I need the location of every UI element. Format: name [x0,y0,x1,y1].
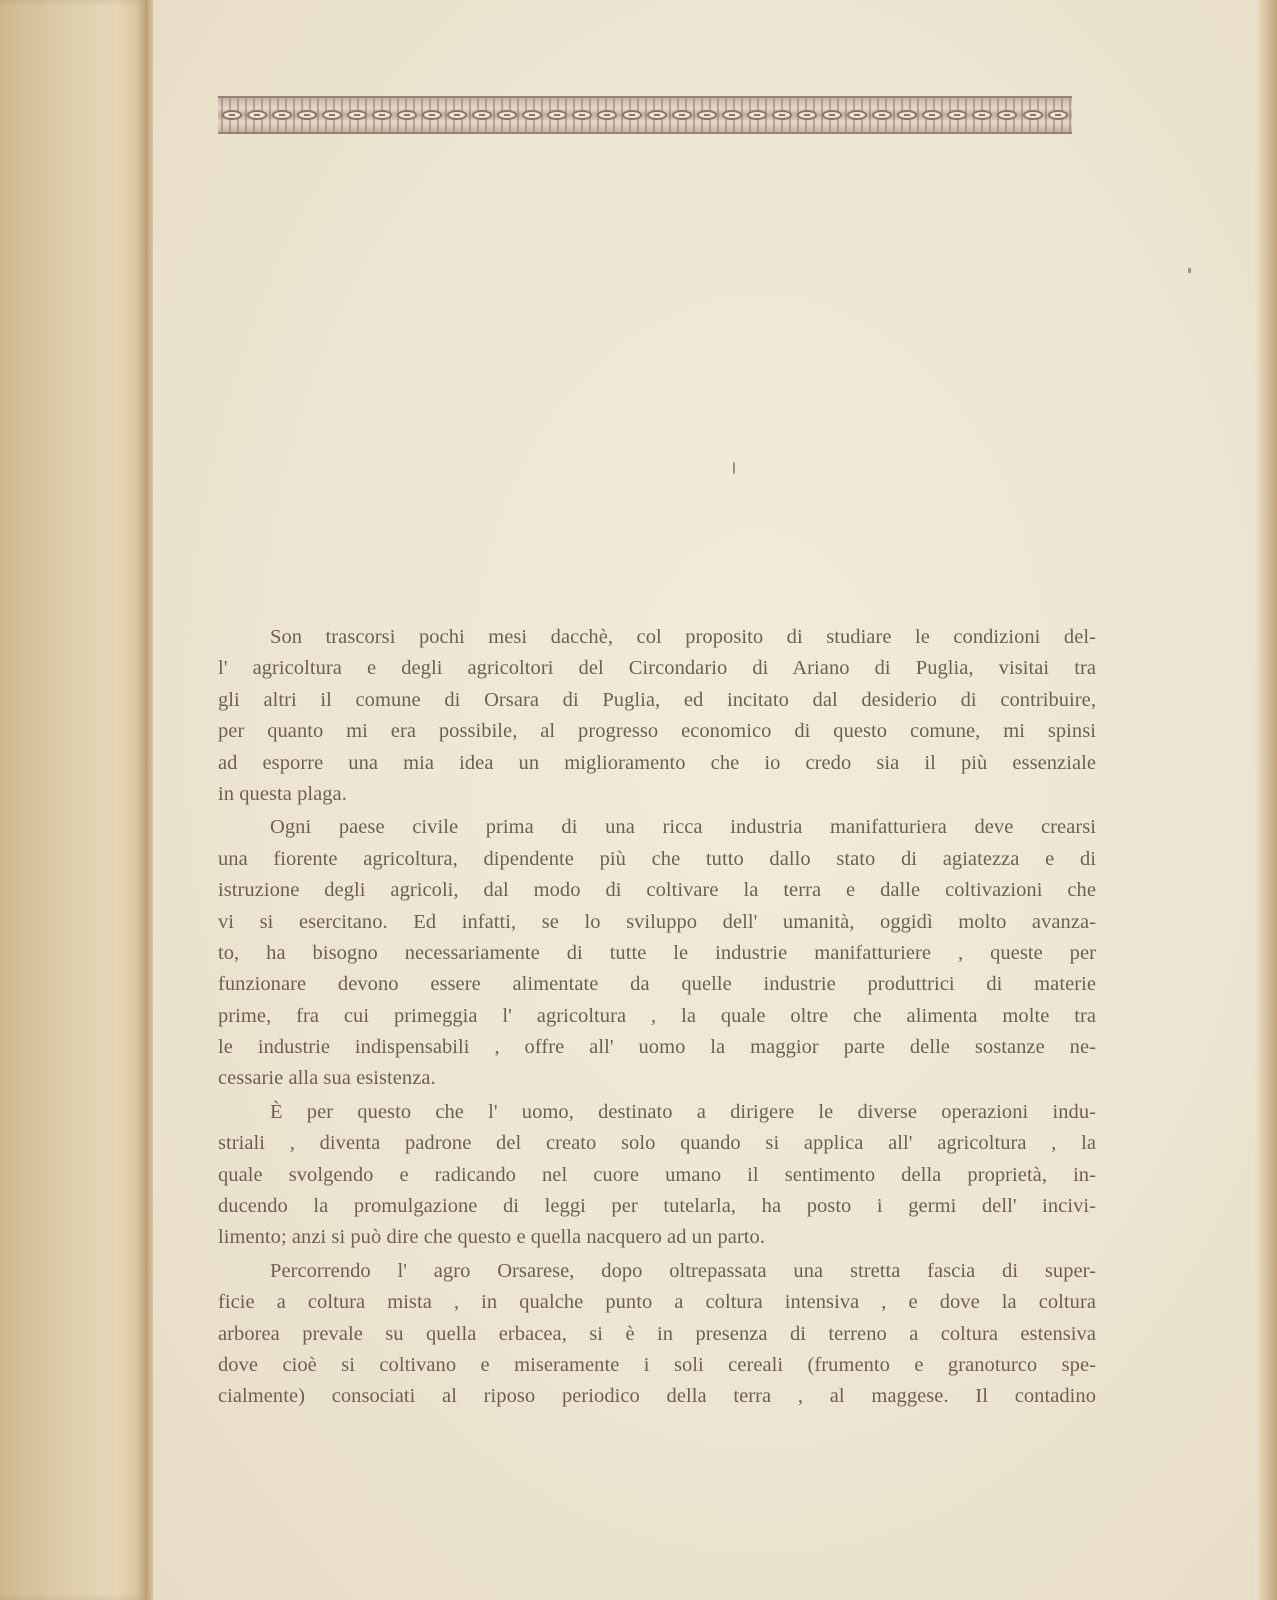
text-line: l' agricoltura e degli agricoltori del Circondario di Ariano di Puglia, visitai tra [218,657,1096,680]
ornament-link [822,110,842,120]
ornament-link [747,110,767,120]
ornament-link [347,110,367,120]
ornament-link [222,110,242,120]
ornament-link [872,110,892,120]
text-line: limento; anzi si può dire che questo e quella nacquero ad un parto. [218,1226,765,1249]
body-text [218,622,1096,1415]
text-line: Percorrendo l' agro Orsarese, dopo oltrepassata una stretta fascia di super- [270,1259,1096,1282]
ornament-link [597,110,617,120]
text-line: istruzione degli agricoli, dal modo di coltivare la terra e dalle coltivazioni che [218,879,1096,902]
ornament-link [247,110,267,120]
ornament-link [922,110,942,120]
text-line: in questa plaga. [218,782,347,805]
ornament-link [422,110,442,120]
ornament-link [697,110,717,120]
text-line: quale svolgendo e radicando nel cuore umano il sentimento della proprietà, in- [218,1163,1096,1186]
ornament-link [897,110,917,120]
text-line: ad esporre una mia idea un miglioramento che io credo sia il più essenziale [218,751,1096,774]
ornament-link [622,110,642,120]
paragraph-4 [218,1256,1096,1413]
paragraph-1 [218,622,1096,810]
ornament-link [947,110,967,120]
page-right-edge [1255,0,1277,1600]
text-line: Ogni paese civile prima di una ricca industria manifatturiera deve crearsi [270,816,1096,839]
book-gutter [145,0,153,1600]
ornament-link [772,110,792,120]
ornament-link [672,110,692,120]
speck-mark [733,462,735,474]
ornament-link [722,110,742,120]
text-line: cessarie alla sua esistenza. [218,1067,436,1090]
facing-page-edge [0,0,145,1600]
ornament-link [522,110,542,120]
paragraph-3 [218,1097,1096,1254]
ornament-link [497,110,517,120]
text-line: gli altri il comune di Orsara di Puglia, ed incitato dal desiderio di contribuire, [218,688,1096,711]
paragraph-2 [218,812,1096,1095]
ornament-link [372,110,392,120]
text-line: to, ha bisogno necessariamente di tutte le industrie manifatturiere , queste per [218,941,1096,964]
decorative-header-band [218,96,1072,134]
ornament-link [297,110,317,120]
text-line: cialmente) consociati al riposo periodico della terra , al maggese. Il contadino [218,1385,1096,1408]
ornament-link [472,110,492,120]
text-line: le industrie indispensabili , offre all' uomo la maggior parte delle sostanze ne- [218,1036,1096,1059]
ornament-link [797,110,817,120]
text-line: Son trascorsi pochi mesi dacchè, col proposito di studiare le condizioni del- [270,626,1096,648]
ornament-link [447,110,467,120]
text-line: vi si esercitano. Ed infatti, se lo sviluppo dell' umanità, oggidì molto avanza- [218,910,1096,933]
text-line: dove cioè si coltivano e miseramente i soli cereali (frumento e granoturco spe- [218,1353,1096,1376]
text-line: È per questo che l' uomo, destinato a dirigere le diverse operazioni indu- [270,1100,1096,1123]
ornament-link [322,110,342,120]
text-line: funzionare devono essere alimentate da quelle industrie produttrici di materie [218,973,1096,996]
ornament-link [1048,110,1068,120]
ornament-link [1023,110,1043,120]
text-line: prime, fra cui primeggia l' agricoltura , la quale oltre che alimenta molte tra [218,1004,1096,1027]
text-line: una fiorente agricoltura, dipendente più che tutto dallo stato di agiatezza e di [218,847,1096,870]
ornament-link [647,110,667,120]
speck-mark [1188,268,1191,273]
text-line: per quanto mi era possibile, al progresso economico di questo comune, mi spinsi [218,720,1096,743]
text-line: arborea prevale su quella erbacea, si è in presenza di terreno a coltura estensiva [218,1322,1096,1345]
ornament-link [272,110,292,120]
text-line: striali , diventa padrone del creato solo quando si applica all' agricoltura , la [218,1132,1096,1155]
ornament-link [397,110,417,120]
ornament-link [972,110,992,120]
ornament-link [547,110,567,120]
ornament-link [847,110,867,120]
text-line: ducendo la promulgazione di leggi per tutelarla, ha posto i germi dell' incivi- [218,1195,1096,1218]
ornament-link [572,110,592,120]
text-line: ficie a coltura mista , in qualche punto a coltura intensiva , e dove la coltura [218,1291,1096,1314]
ornament-link [997,110,1017,120]
